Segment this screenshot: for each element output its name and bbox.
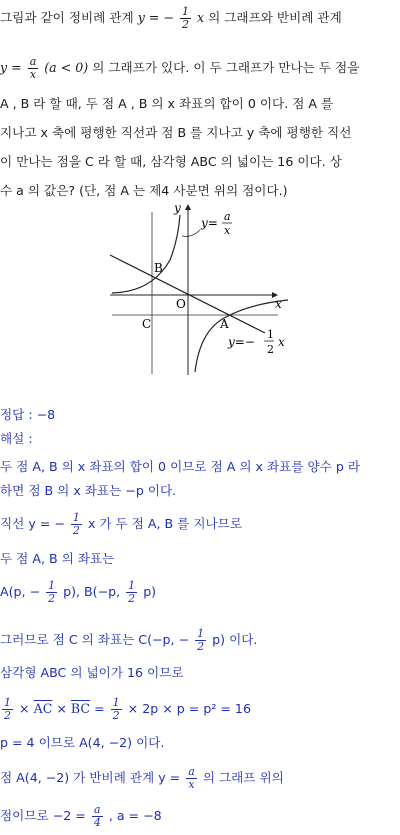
origin-label: O [176, 297, 186, 311]
problem-line-1 [0, 6, 342, 31]
problem-line-3: A , B 라 할 때, 두 점 A , B 의 x 좌표의 합이 0 이다. 점 A 를 [0, 96, 334, 111]
line-label: y=− [228, 335, 255, 349]
hyperbola-label-den: x [224, 224, 231, 237]
solution-line-5: A(p, − $\frac{1}{2}$ p), B(−p, $\frac{1}{2}$ p) [0, 579, 157, 605]
point-c-label: C [142, 317, 152, 331]
explanation-label: 해설 : [0, 431, 33, 446]
point-b-label: B [154, 261, 163, 275]
fraction: $\frac{1}{2}$ [181, 5, 189, 31]
hyperbola-label-num: a [224, 210, 231, 223]
line-label-den: 2 [267, 343, 274, 356]
line-label-var: x [278, 335, 285, 349]
solution-line-7: 삼각형 ABC 의 넓이가 16 이므로 [0, 665, 184, 680]
solution-line-1: 두 점 A, B 의 x 좌표의 합이 0 이므로 점 A 의 x 좌표를 양수 p 라 [0, 459, 360, 474]
hyperbola-label: y= [201, 216, 218, 230]
pointer-arrow [182, 230, 200, 236]
point-a-label: A [220, 317, 229, 331]
solution-line-2: 하면 점 B 의 x 좌표는 −p 이다. [0, 483, 177, 498]
equation: y = − [137, 10, 174, 25]
solution-line-8: $\frac{1}{2}$ × $\overline{AC} \times \overline{BC}$ = $\frac{1}{2}$ × 2p × p = p² = 16 [4, 696, 251, 722]
y-axis-label: y [174, 201, 181, 215]
solution-line-3: 직선 y = − $\frac{1}{2}$ x 가 두 점 A, B 를 지나므로 [0, 511, 242, 537]
problem-line-2 [0, 56, 359, 81]
solution-line-9: p = 4 이므로 A(4, −2) 이다. [0, 735, 165, 750]
variable: x [196, 10, 205, 25]
x-axis-label: x [275, 297, 282, 311]
solution-line-11: 점이므로 −2 = $\frac{a}{4}$ , a = −8 [0, 803, 162, 829]
text: 그림과 같이 정비례 관계 [0, 10, 134, 25]
solution-line-4: 두 점 A, B 의 좌표는 [0, 551, 115, 566]
problem-line-6: 수 a 의 값은? (단, 점 A 는 제4 사분면 위의 점이다.) [0, 183, 288, 198]
solution-line-10: 점 A(4, −2) 가 반비례 관계 y = $\frac{a}{x}$ 의 그래프 위의 [0, 765, 284, 791]
problem-line-4: 지나고 x 축에 평행한 직선과 점 B 를 지나고 y 축에 평행한 직선 [0, 125, 352, 140]
graph [100, 200, 300, 380]
y-axis-arrow [185, 204, 191, 210]
text: 의 그래프와 반비례 관계 [208, 10, 342, 25]
answer: 정답 : −8 [0, 407, 56, 422]
line-label-num: 1 [267, 328, 274, 341]
fraction: $\frac{a}{x}$ [29, 55, 37, 81]
equation: y = [0, 60, 22, 75]
condition: (a < 0) [44, 60, 89, 75]
problem-line-5: 이 만나는 점을 C 라 할 때, 삼각형 ABC 의 넓이는 16 이다. 상 [0, 154, 342, 169]
solution-line-6: 그러므로 점 C 의 좌표는 C(−p, − $\frac{1}{2}$ p) 이다. [0, 627, 258, 653]
text: 의 그래프가 있다. 이 두 그래프가 만나는 두 점을 [92, 60, 360, 75]
hyperbola-left [112, 215, 180, 293]
